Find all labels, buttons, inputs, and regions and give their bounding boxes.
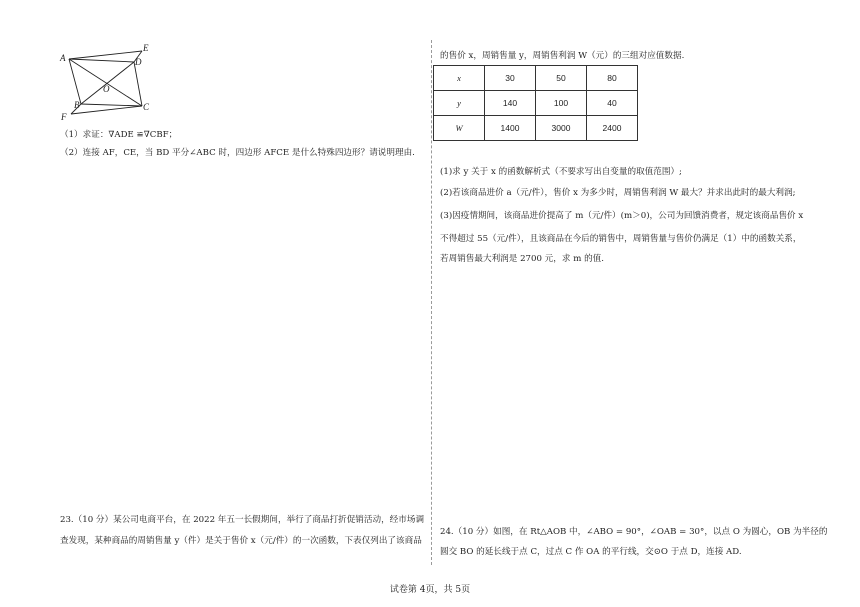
question-2: （2）连接 AF，CE，当 BD 平分∠ABC 时，四边形 AFCE 是什么特殊四边形？请说明理由.	[60, 148, 415, 158]
page-footer: 试卷第 4页，共 5页	[389, 585, 471, 595]
part-2: (2)若该商品进价 a（元/件），售价 x 为多少时，周销售利润 W 最大？并求出此时的最大利润;	[440, 188, 796, 198]
question-24-line-2: 圆交 BO 的延长线于点 C，过点 C 作 OA 的平行线，交⊙O 于点 D，连接 AD.	[440, 547, 742, 557]
table-cell: 2400	[587, 116, 638, 141]
question-23-line-1: 23.（10 分）某公司电商平台，在 2022 年五一长假期间，举行了商品打折促销活动，经市场调	[60, 515, 425, 525]
table-cell: 140	[485, 91, 536, 116]
label-c: C	[143, 102, 150, 112]
table-cell: 100	[536, 91, 587, 116]
part-3-line-1: (3)因疫情期间，该商品进价提高了 m（元/件）(m＞0)，公司为回馈消费者，规定该商品售价 x	[440, 211, 804, 221]
table-cell: 1400	[485, 116, 536, 141]
table-cell: 50	[536, 66, 587, 91]
table-row	[434, 116, 638, 141]
table-row	[434, 66, 638, 91]
column-divider	[431, 40, 432, 565]
table-intro: 的售价 x，周销售量 y，周销售利润 W（元）的三组对应值数据.	[440, 51, 685, 61]
table-row	[434, 91, 638, 116]
table-cell: 30	[485, 66, 536, 91]
table-cell: x	[434, 66, 485, 91]
question-24-line-1: 24.（10 分）如图，在 Rt△AOB 中，∠ABO = 90°，∠OAB = 30°，以点 O 为圆心，OB 为半径的	[440, 527, 828, 537]
question-1: （1）求证：∇ADE ≌∇CBF；	[60, 130, 178, 140]
part-1: (1)求 y 关于 x 的函数解析式（不要求写出自变量的取值范围）;	[440, 167, 682, 177]
table-cell: y	[434, 91, 485, 116]
label-d: D	[135, 57, 142, 67]
part-3-line-2: 不得超过 55（元/件），且该商品在今后的销售中，周销售量与售价仍满足（1）中的函数关系，	[440, 234, 802, 244]
table-cell: W	[434, 116, 485, 141]
label-e: E	[143, 43, 149, 53]
table-cell: 80	[587, 66, 638, 91]
label-f: F	[61, 112, 67, 122]
question-23-line-2: 查发现，某种商品的周销售量 y（件）是关于售价 x（元/件）的一次函数，下表仅列出了该商品	[60, 536, 422, 546]
label-a: A	[60, 53, 66, 63]
part-3-line-3: 若周销售最大利润是 2700 元，求 m 的值.	[440, 254, 604, 264]
table-cell: 40	[587, 91, 638, 116]
label-o: O	[103, 84, 110, 94]
label-b: B	[74, 100, 80, 110]
table-cell: 3000	[536, 116, 587, 141]
geometry-figure	[56, 42, 156, 122]
data-table	[433, 65, 638, 141]
